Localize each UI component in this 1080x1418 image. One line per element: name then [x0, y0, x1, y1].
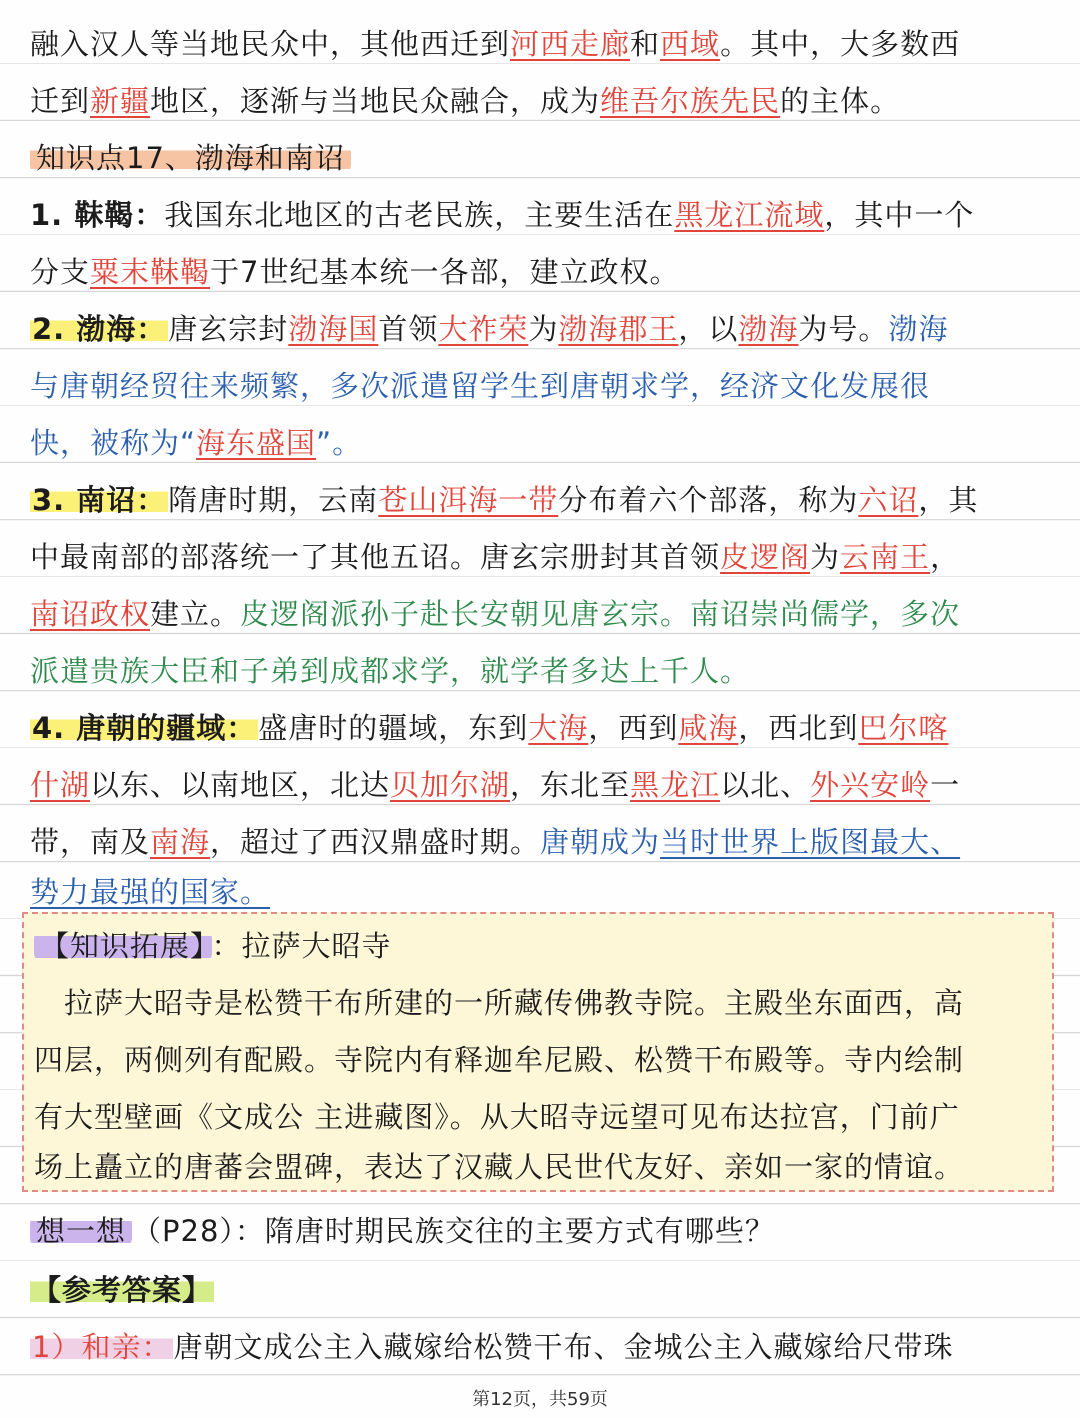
- text-line: 带，南及南海，超过了西汉鼎盛时期。唐朝成为当时世界上版图最大、: [30, 825, 961, 859]
- item-label: 1）和亲：: [32, 1330, 172, 1364]
- keyword: 南诏政权: [30, 597, 151, 631]
- section-title: 知识点17、渤海和南诏: [30, 141, 351, 175]
- box-line: 场上矗立的唐蕃会盟碑，表达了汉藏人民世代友好、亲如一家的情谊。: [34, 1150, 965, 1184]
- keyword: 渤海郡王: [558, 312, 679, 346]
- text-line: 1）和亲：唐朝文成公主入藏嫁给松赞干布、金城公主入藏嫁给尺带珠: [32, 1330, 954, 1364]
- text-line: 什湖以东、以南地区，北达贝加尔湖，东北至黑龙江以北、外兴安岭一: [30, 768, 961, 802]
- text-line: 分支粟末靺鞨于7世纪基本统一各部，建立政权。: [30, 255, 680, 289]
- box-tag: 【知识拓展】: [34, 929, 212, 963]
- keyword: 大海: [528, 711, 589, 745]
- keyword: 贝加尔湖: [390, 768, 511, 802]
- question-tag: 想一想: [30, 1214, 132, 1248]
- keyword: 黑龙江流域: [674, 198, 825, 232]
- keyword: 南海: [150, 825, 211, 859]
- keyword: 皮逻阁: [720, 540, 811, 574]
- keyword: 维吾尔族先民: [600, 84, 781, 118]
- question-line: 想一想 （P28）：隋唐时期民族交往的主要方式有哪些？: [30, 1203, 1055, 1260]
- text-line: 快，被称为“海东盛国”。: [30, 426, 363, 460]
- keyword: 巴尔喀: [858, 711, 949, 745]
- keyword: 粟末靺鞨: [90, 255, 211, 289]
- item-label: 2. 渤海：: [32, 312, 167, 346]
- keyword: 西域: [660, 27, 721, 61]
- box-line: 拉萨大昭寺是松赞干布所建的一所藏传佛教寺院。主殿坐东面西，高: [34, 986, 965, 1020]
- item-label: 1. 靺鞨：: [30, 198, 165, 232]
- keyword: 六诏: [858, 483, 919, 517]
- answer-tag: 【参考答案】: [32, 1273, 213, 1307]
- keyword: 什湖: [30, 768, 91, 802]
- text-line: 中最南部的部落统一了其他五诏。唐玄宗册封其首领皮逻阁为云南王，: [30, 540, 961, 574]
- item-label: 3. 南诏：: [32, 483, 167, 517]
- keyword: 咸海: [678, 711, 739, 745]
- text-line: 南诏政权建立。皮逻阁派孙子赴长安朝见唐玄宗。南诏崇尚儒学，多次: [30, 597, 961, 631]
- keyword: 大祚荣: [438, 312, 529, 346]
- keyword: 海东盛国: [196, 426, 317, 460]
- keyword: 黑龙江: [630, 768, 721, 802]
- text-line: 势力最强的国家。: [30, 875, 271, 909]
- text-line: 3. 南诏：隋唐时期，云南苍山洱海一带分布着六个部落，称为六诏，其: [32, 483, 979, 517]
- section-heading: [30, 130, 1055, 187]
- keyword: 渤海国: [288, 312, 379, 346]
- box-heading: 【知识拓展】 ：拉萨大昭寺: [34, 918, 1059, 975]
- keyword: 外兴安岭: [810, 768, 931, 802]
- box-line: 有大型壁画《文成公 主进藏图》。从大昭寺远望可见布达拉宫，门前广: [34, 1100, 960, 1134]
- keyword: 河西走廊: [510, 27, 631, 61]
- item-label: 4. 唐朝的疆域：: [32, 711, 257, 745]
- text-line: 迁到新疆地区，逐渐与当地民众融合，成为维吾尔族先民的主体。: [30, 84, 901, 118]
- keyword: 苍山洱海一带: [378, 483, 559, 517]
- text-line: 派遣贵族大臣和子弟到成都求学，就学者多达上千人。: [30, 654, 751, 688]
- page-number: 第12页，共59页: [472, 1389, 608, 1410]
- keyword: 新疆: [90, 84, 151, 118]
- text-line: 2. 渤海：唐玄宗封渤海国首领大祚荣为渤海郡王，以渤海为号。渤海: [32, 312, 949, 346]
- box-line: 四层，两侧列有配殿。寺院内有释迦牟尼殿、松赞干布殿等。寺内绘制: [34, 1043, 965, 1077]
- answer-heading: [30, 1262, 1055, 1319]
- text-line: 4. 唐朝的疆域：盛唐时的疆域，东到大海，西到咸海，西北到巴尔喀: [32, 711, 949, 745]
- keyword: 云南王: [840, 540, 931, 574]
- text-line: 1. 靺鞨：我国东北地区的古老民族，主要生活在黑龙江流域，其中一个: [30, 198, 975, 232]
- knowledge-extension-box: [22, 912, 1054, 1192]
- text-line: 融入汉人等当地民众中，其他西迁到河西走廊和西域。其中，大多数西: [30, 27, 961, 61]
- text-line: 与唐朝经贸往来频繁，多次派遣留学生到唐朝求学，经济文化发展很: [30, 369, 931, 403]
- keyword: 渤海: [738, 312, 799, 346]
